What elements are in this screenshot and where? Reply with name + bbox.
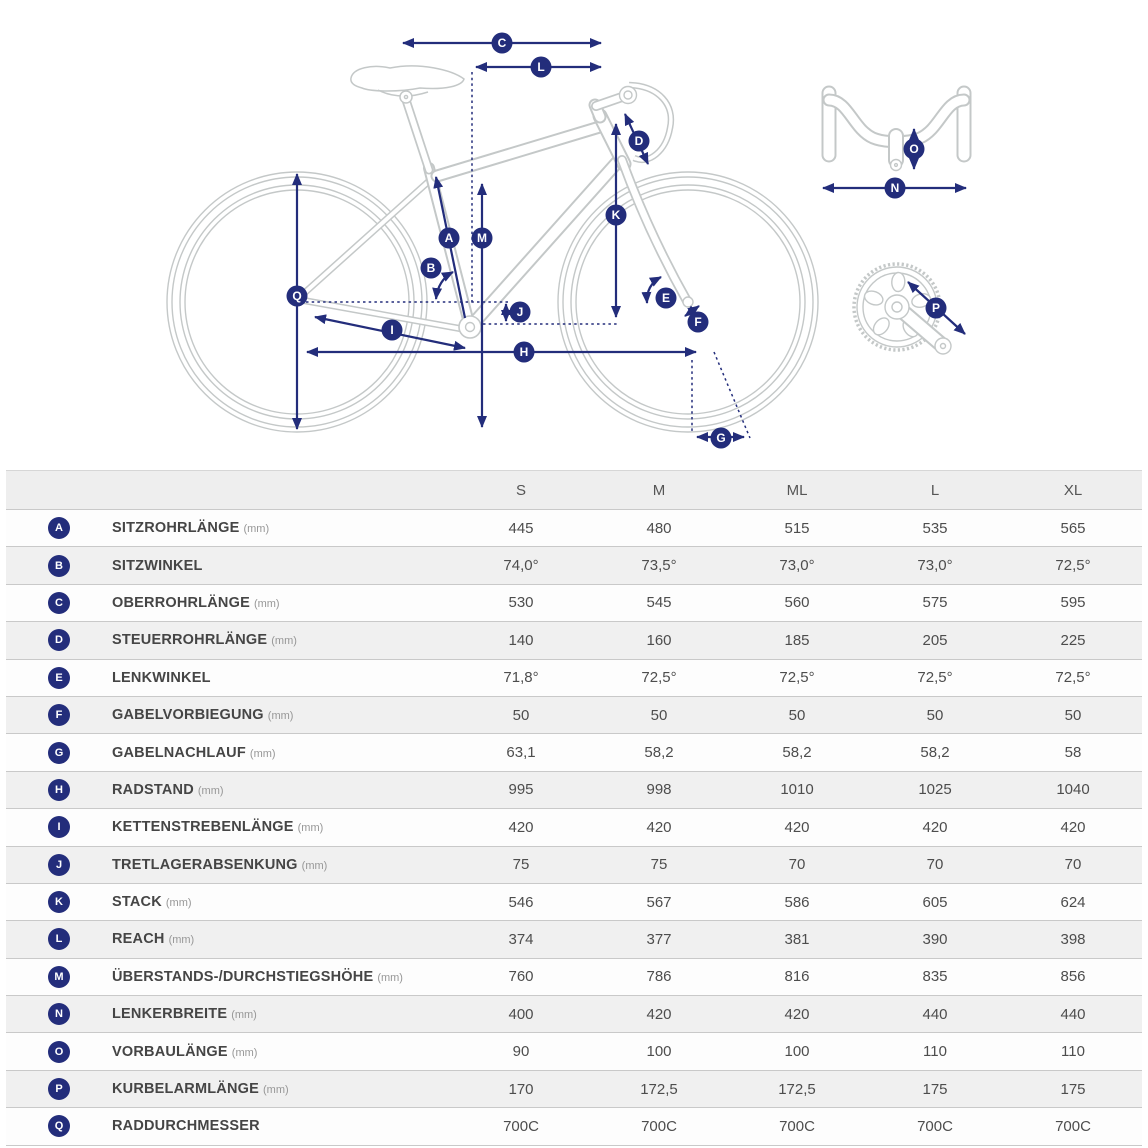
row-value-xl: 58 <box>1064 744 1082 762</box>
row-label: LENKERBREITE <box>112 1006 228 1023</box>
svg-text:H: H <box>519 345 529 360</box>
row-unit: (mm) <box>231 1009 257 1022</box>
diagram-badge-o <box>904 139 925 160</box>
svg-text:P: P <box>931 301 941 316</box>
row-value-s: 170 <box>508 1080 534 1098</box>
row-label: SITZWINKEL <box>112 557 203 574</box>
row-letter-badge: D <box>48 629 70 651</box>
row-value-m: 100 <box>646 1043 672 1061</box>
row-value-s: 700C <box>503 1117 539 1135</box>
table-row <box>6 509 1142 546</box>
row-value-m: 75 <box>650 856 668 874</box>
row-value-s: 63,1 <box>506 744 536 762</box>
row-value-m: 420 <box>646 1005 672 1023</box>
table-row <box>6 733 1142 770</box>
row-value-ml: 1010 <box>780 781 814 799</box>
row-value-s: 420 <box>508 818 534 836</box>
row-value-ml: 560 <box>784 594 810 612</box>
row-label: SITZROHRLÄNGE <box>112 520 240 537</box>
row-value-m: 172,5 <box>640 1080 678 1098</box>
row-letter-badge: G <box>48 742 70 764</box>
row-value-xl: 1040 <box>1056 781 1090 799</box>
row-value-ml: 586 <box>784 893 810 911</box>
row-letter-badge: F <box>48 704 70 726</box>
row-label: KURBELARMLÄNGE <box>112 1081 259 1098</box>
table-row <box>6 995 1142 1032</box>
svg-text:B: B <box>426 261 436 276</box>
row-letter-badge: P <box>48 1078 70 1100</box>
row-label: STACK <box>112 894 162 911</box>
row-value-ml: 185 <box>784 631 810 649</box>
row-value-l: 835 <box>922 968 948 986</box>
row-label: STEUERROHRLÄNGE <box>112 632 268 649</box>
diagram-badge-p <box>926 298 947 319</box>
svg-text:F: F <box>694 315 702 330</box>
row-value-m: 700C <box>641 1117 677 1135</box>
row-value-xl: 72,5° <box>1055 669 1091 687</box>
row-value-l: 440 <box>922 1005 948 1023</box>
row-label: VORBAULÄNGE <box>112 1043 228 1060</box>
table-row <box>6 1032 1142 1069</box>
row-value-xl: 50 <box>1064 706 1082 724</box>
svg-text:D: D <box>634 134 644 149</box>
arrow-b-arc <box>436 272 453 299</box>
row-unit: (mm) <box>231 1046 258 1059</box>
diagram-badge-h <box>514 342 535 363</box>
row-value-ml: 420 <box>784 818 810 836</box>
row-label: GABELVORBIEGUNG <box>112 707 264 724</box>
row-unit: (mm) <box>377 971 403 984</box>
row-value-xl: 565 <box>1060 519 1086 537</box>
row-value-l: 175 <box>922 1080 948 1098</box>
handlebar-top-view <box>829 93 964 171</box>
frame <box>301 97 687 330</box>
row-value-l: 575 <box>922 594 948 612</box>
diagram-badge-b <box>421 258 442 279</box>
row-value-l: 73,0° <box>917 557 953 575</box>
column-header-xl: XL <box>1063 481 1083 499</box>
row-value-m: 160 <box>646 631 672 649</box>
table-row <box>6 1070 1142 1107</box>
row-value-xl: 72,5° <box>1055 557 1091 575</box>
svg-text:C: C <box>497 36 507 51</box>
row-value-s: 530 <box>508 594 534 612</box>
row-value-l: 58,2 <box>920 744 950 762</box>
svg-text:A: A <box>444 231 454 246</box>
row-value-m: 545 <box>646 594 672 612</box>
table-body <box>6 509 1142 1145</box>
row-letter-badge: E <box>48 667 70 689</box>
row-unit: (mm) <box>168 934 195 947</box>
row-value-l: 50 <box>926 706 944 724</box>
row-value-xl: 595 <box>1060 594 1086 612</box>
table-header-row <box>6 470 1142 509</box>
table-row <box>6 546 1142 583</box>
row-label: ÜBERSTANDS-/DURCHSTIEGSHÖHE <box>112 968 374 985</box>
row-letter-badge: C <box>48 592 70 614</box>
diagram-badge-q <box>287 286 308 307</box>
row-value-m: 786 <box>646 968 672 986</box>
row-value-l: 205 <box>922 631 948 649</box>
row-unit: (mm) <box>165 897 192 910</box>
diagram-badge-i <box>382 320 403 341</box>
row-value-ml: 381 <box>784 930 810 948</box>
diagram-badge-m <box>472 228 493 249</box>
row-value-s: 50 <box>512 706 530 724</box>
row-unit: (mm) <box>267 710 294 723</box>
row-value-xl: 624 <box>1060 893 1086 911</box>
table-row <box>6 958 1142 995</box>
bottom-bracket <box>459 316 481 338</box>
diagram-badge-k <box>606 205 627 226</box>
row-value-m: 72,5° <box>641 669 677 687</box>
row-value-l: 72,5° <box>917 669 953 687</box>
bike-outline <box>167 66 964 432</box>
column-header-ml: ML <box>786 481 808 499</box>
row-label: GABELNACHLAUF <box>112 744 246 761</box>
svg-text:J: J <box>516 305 524 320</box>
row-label: KETTENSTREBENLÄNGE <box>112 819 294 836</box>
row-value-ml: 50 <box>788 706 806 724</box>
row-unit: (mm) <box>243 523 270 536</box>
table-row <box>6 883 1142 920</box>
row-value-s: 400 <box>508 1005 534 1023</box>
row-value-l: 70 <box>926 856 944 874</box>
row-value-s: 71,8° <box>503 669 539 687</box>
row-value-m: 50 <box>650 706 668 724</box>
row-label: TRETLAGERABSENKUNG <box>112 856 298 873</box>
svg-text:M: M <box>477 231 487 246</box>
row-value-xl: 700C <box>1055 1117 1091 1135</box>
svg-text:I: I <box>390 323 394 338</box>
row-value-ml: 72,5° <box>779 669 815 687</box>
diagram-badge-n <box>885 178 906 199</box>
diagram-badge-e <box>656 288 677 309</box>
row-letter-badge: Q <box>48 1115 70 1137</box>
row-value-xl: 175 <box>1060 1080 1086 1098</box>
row-value-l: 700C <box>917 1117 953 1135</box>
column-header-l: L <box>930 481 940 499</box>
diagram-badge-j <box>510 302 531 323</box>
table-row <box>6 771 1142 808</box>
row-value-xl: 420 <box>1060 818 1086 836</box>
table-row <box>6 846 1142 883</box>
row-letter-badge: M <box>48 966 70 988</box>
diagram-badge-g <box>711 428 732 449</box>
row-label: RADDURCHMESSER <box>112 1118 260 1135</box>
saddle <box>351 66 464 103</box>
row-value-ml: 73,0° <box>779 557 815 575</box>
row-value-s: 445 <box>508 519 534 537</box>
row-unit: (mm) <box>271 635 297 648</box>
row-value-ml: 700C <box>779 1117 815 1135</box>
row-unit: (mm) <box>297 822 324 835</box>
row-label: RADSTAND <box>112 781 194 798</box>
svg-text:N: N <box>890 181 900 196</box>
row-value-xl: 225 <box>1060 631 1086 649</box>
row-letter-badge: J <box>48 854 70 876</box>
row-value-xl: 440 <box>1060 1005 1086 1023</box>
row-value-xl: 856 <box>1060 968 1086 986</box>
row-value-m: 567 <box>646 893 672 911</box>
diagram-badge-d <box>629 131 650 152</box>
row-unit: (mm) <box>301 859 328 872</box>
row-value-s: 374 <box>508 930 534 948</box>
diagram-badge-a <box>439 228 460 249</box>
table-row <box>6 659 1142 696</box>
row-value-ml: 58,2 <box>782 744 812 762</box>
row-unit: (mm) <box>263 1084 289 1097</box>
row-value-ml: 100 <box>784 1043 810 1061</box>
row-value-xl: 398 <box>1060 930 1086 948</box>
row-value-m: 377 <box>646 930 672 948</box>
svg-text:L: L <box>537 60 545 75</box>
row-value-ml: 172,5 <box>778 1080 816 1098</box>
row-value-l: 390 <box>922 930 948 948</box>
row-value-l: 1025 <box>918 781 952 799</box>
row-value-xl: 110 <box>1061 1043 1085 1061</box>
table-bottom-border <box>6 1145 1142 1146</box>
row-value-l: 420 <box>922 818 948 836</box>
row-letter-badge: A <box>48 517 70 539</box>
diagram-badge-f <box>688 312 709 333</box>
table-row <box>6 808 1142 845</box>
geometry-table <box>6 470 1142 1146</box>
row-value-s: 760 <box>508 968 534 986</box>
row-unit: (mm) <box>249 747 276 760</box>
diagram-badge-c <box>492 33 513 54</box>
row-letter-badge: B <box>48 555 70 577</box>
row-letter-badge: O <box>48 1041 70 1063</box>
row-label: LENKWINKEL <box>112 669 211 686</box>
row-value-ml: 515 <box>784 519 810 537</box>
row-value-ml: 70 <box>788 856 806 874</box>
row-value-ml: 816 <box>784 968 810 986</box>
row-value-m: 420 <box>646 818 672 836</box>
row-letter-badge: K <box>48 891 70 913</box>
row-value-m: 73,5° <box>641 557 677 575</box>
row-letter-badge: N <box>48 1003 70 1025</box>
front-hub <box>683 297 693 307</box>
svg-text:Q: Q <box>292 289 302 304</box>
row-letter-badge: I <box>48 816 70 838</box>
row-value-s: 90 <box>512 1043 530 1061</box>
table-row <box>6 920 1142 957</box>
row-value-s: 140 <box>508 631 534 649</box>
row-value-l: 110 <box>923 1043 947 1061</box>
row-value-s: 74,0° <box>503 557 539 575</box>
row-value-l: 605 <box>922 893 948 911</box>
row-value-xl: 70 <box>1064 856 1082 874</box>
row-label: OBERROHRLÄNGE <box>112 594 250 611</box>
diagram-badge-l <box>531 57 552 78</box>
column-header-s: S <box>515 481 526 499</box>
column-header-m: M <box>652 481 666 499</box>
svg-text:K: K <box>611 208 621 223</box>
row-unit: (mm) <box>253 597 280 610</box>
svg-text:E: E <box>661 291 671 306</box>
row-value-s: 546 <box>508 893 534 911</box>
row-value-s: 995 <box>508 781 534 799</box>
row-value-m: 998 <box>646 781 672 799</box>
svg-text:O: O <box>909 142 919 157</box>
row-value-m: 480 <box>646 519 672 537</box>
bike-geometry-diagram <box>0 0 1148 470</box>
row-value-s: 75 <box>512 856 530 874</box>
table-row <box>6 696 1142 733</box>
table-row <box>6 1107 1142 1144</box>
table-row <box>6 621 1142 658</box>
row-unit: (mm) <box>197 784 224 797</box>
row-letter-badge: L <box>48 928 70 950</box>
row-value-ml: 420 <box>784 1005 810 1023</box>
row-value-m: 58,2 <box>644 744 674 762</box>
row-label: REACH <box>112 931 165 948</box>
row-value-l: 535 <box>922 519 948 537</box>
row-letter-badge: H <box>48 779 70 801</box>
table-row <box>6 584 1142 621</box>
svg-text:G: G <box>716 431 726 446</box>
